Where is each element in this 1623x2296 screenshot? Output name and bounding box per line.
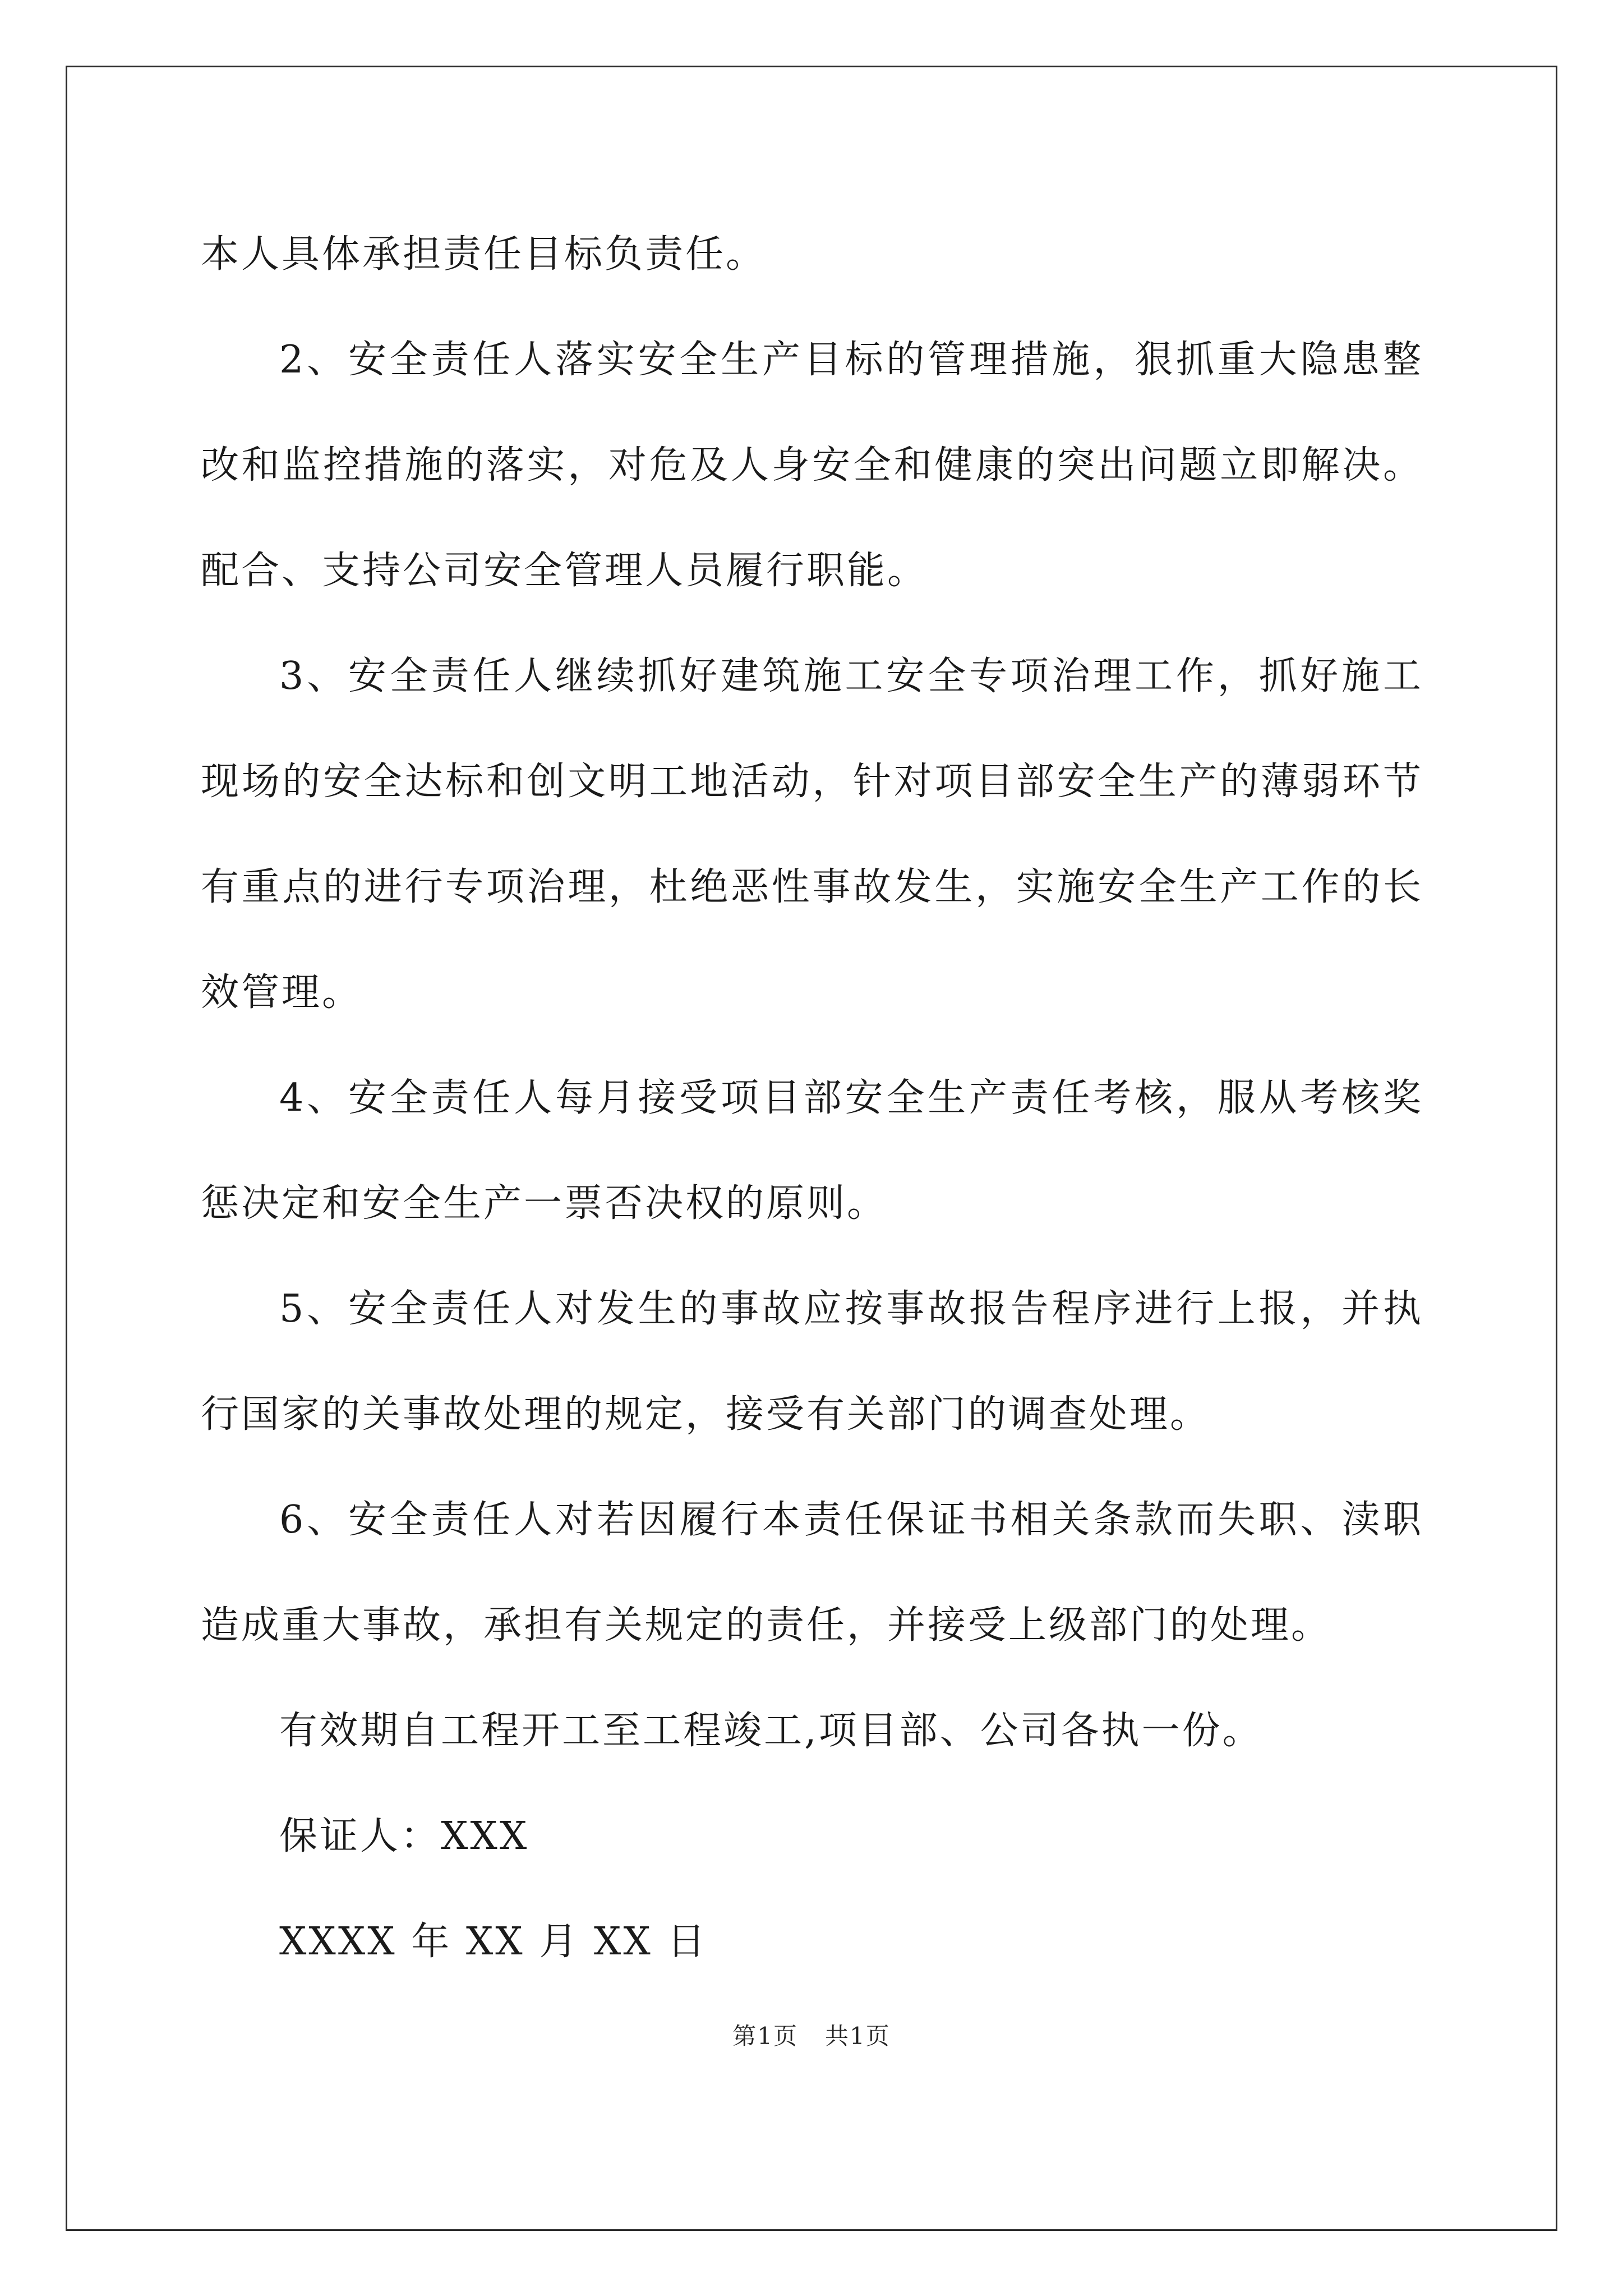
paragraph-1: 本人具体承担责任目标负责任。 [201, 232, 767, 277]
page-footer [0, 2019, 1623, 2053]
date-line: XXXX 年 XX 月 XX 日 [279, 1920, 708, 1964]
paragraph-6: 6、安全责任人对若因履行本责任保证书相关条款而失职、渎职造成重大事故，承担有关规定的责任，并接受上级部门的处理。 [201, 1498, 1423, 1648]
page-number: 第1页 [732, 2022, 798, 2050]
paragraph-3: 3、安全责任人继续抓好建筑施工安全专项治理工作，抓好施工现场的安全达标和创文明工地活动，针对项目部安全生产的薄弱环节有重点的进行专项治理，杜绝恶性事故发生，实施安全生产工作的长效管理。 [201, 654, 1423, 1015]
paragraph-2: 2、安全责任人落实安全生产目标的管理措施，狠抓重大隐患整改和监控措施的落实，对危及人身安全和健康的突出问题立即解决。配合、支持公司安全管理人员履行职能。 [201, 338, 1423, 593]
document-body [201, 202, 1423, 1995]
validity-statement: 有效期自工程开工至工程竣工,项目部、公司各执一份。 [279, 1709, 1263, 1753]
paragraph-4: 4、安全责任人每月接受项目部安全生产责任考核，服从考核奖惩决定和安全生产一票否决权的原则。 [201, 1076, 1423, 1226]
guarantor-line: 保证人：XXX [279, 1814, 529, 1858]
paragraph-5: 5、安全责任人对发生的事故应按事故报告程序进行上报，并执行国家的关事故处理的规定，接受有关部门的调查处理。 [201, 1287, 1423, 1437]
page-total: 共1页 [825, 2022, 891, 2050]
